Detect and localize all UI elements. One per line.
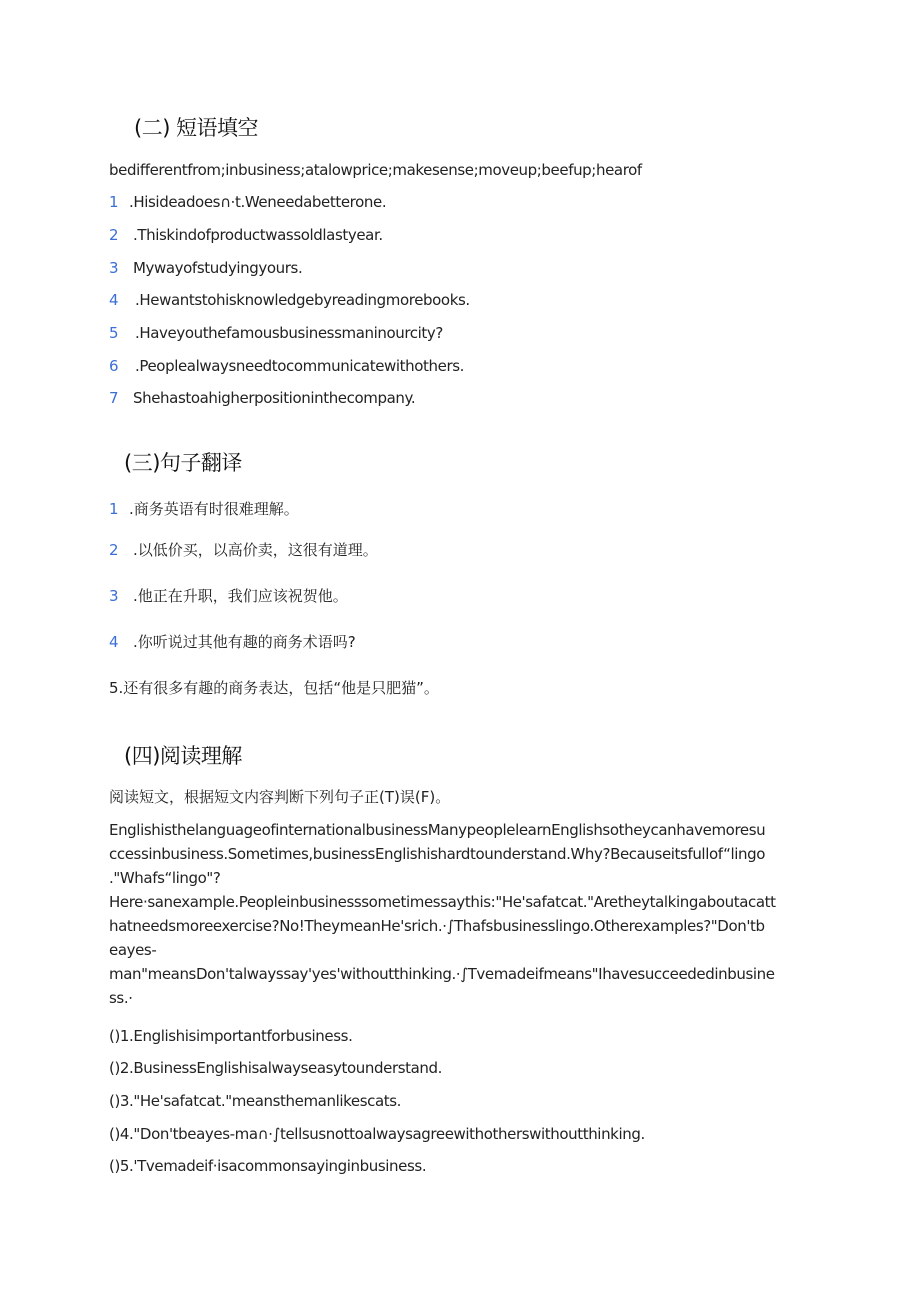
question-3: ()3."He'safatcat."meansthemanlikescats. xyxy=(109,1092,402,1110)
item-number: 2 xyxy=(109,541,119,559)
item-text: .Peoplealwaysneedtocommunicatewithothers. xyxy=(135,357,465,375)
item-number: 3 xyxy=(109,587,119,605)
item-number: 1 xyxy=(109,500,119,518)
item-text: Shehastoahigherpositioninthecompany. xyxy=(133,389,416,407)
item-number: 4 xyxy=(109,633,119,651)
item-text: Mywayofstudyingyours. xyxy=(133,259,303,277)
passage-line: hatneedsmoreexercise?No!TheymeanHe'srich.⋅∫Thafsbusinesslingo.Otherexamples?"Don'tb xyxy=(109,917,765,935)
item-number: 1 xyxy=(109,193,119,211)
section-title-reading: (四)阅读理解 xyxy=(124,744,242,768)
item-text: .Hewantstohisknowledgebyreadingmorebooks. xyxy=(135,291,470,309)
item-number: 4 xyxy=(109,291,119,309)
passage-line: ccessinbusiness.Sometimes,businessEnglishishardtounderstand.Why?Becauseitsfullof“lingo xyxy=(109,845,766,863)
list-item-5: 5.还有很多有趣的商务表达，包括“他是只肥猫”。 xyxy=(109,679,439,697)
item-number: 7 xyxy=(109,389,119,407)
passage-line: man"meansDon'talwayssay'yes'withoutthinking.⋅∫Tvemadeifmeans"Ihavesucceededinbusine xyxy=(109,965,775,983)
item-text: .Hisideadoes∩⋅t.Weneedabetterone. xyxy=(129,193,387,211)
item-text: .你听说过其他有趣的商务术语吗? xyxy=(133,633,356,651)
item-text: .Haveyouthefamousbusinessmaninourcity? xyxy=(135,324,443,342)
passage-line: ."Whafs“lingo"? xyxy=(109,869,221,887)
passage-line: ss.⋅ xyxy=(109,989,133,1007)
word-bank: bedifferentfrom;inbusiness;atalowprice;makesense;moveup;beefup;hearof xyxy=(109,161,642,179)
item-text: .Thiskindofproductwassoldlastyear. xyxy=(133,226,383,244)
item-text: .他正在升职，我们应该祝贺他。 xyxy=(133,587,348,605)
item-number: 3 xyxy=(109,259,119,277)
item-number: 5 xyxy=(109,324,119,342)
item-text: .商务英语有时很难理解。 xyxy=(129,500,299,518)
question-5: ()5.'Tvemadeif·isacommonsayinginbusiness. xyxy=(109,1157,427,1175)
passage-line: EnglishisthelanguageofinternationalbusinessManypeoplelearnEnglishsotheycanhavemoresu xyxy=(109,821,766,839)
item-text: .以低价买，以高价卖，这很有道理。 xyxy=(133,541,378,559)
item-number: 6 xyxy=(109,357,119,375)
reading-passage xyxy=(109,818,809,1010)
question-1: ()1.Englishisimportantforbusiness. xyxy=(109,1027,353,1045)
question-4: ()4."Don'tbeayes-ma∩⋅∫tellsusnottoalwaysagreewithotherswithoutthinking. xyxy=(109,1125,645,1143)
question-2: ()2.BusinessEnglishisalwayseasytounderstand. xyxy=(109,1059,443,1077)
item-number: 2 xyxy=(109,226,119,244)
section-title-phrase-fill: (二) 短语填空 xyxy=(134,116,259,140)
section-title-translation: (三)句子翻译 xyxy=(124,451,242,475)
reading-instruction: 阅读短文，根据短文内容判断下列句子正(T)误(F)。 xyxy=(109,788,451,806)
passage-line: eayes- xyxy=(109,941,157,959)
passage-line: Here·sanexample.Peopleinbusinesssometimessaythis:"He'safatcat."Aretheytalkingaboutacatt xyxy=(109,893,776,911)
